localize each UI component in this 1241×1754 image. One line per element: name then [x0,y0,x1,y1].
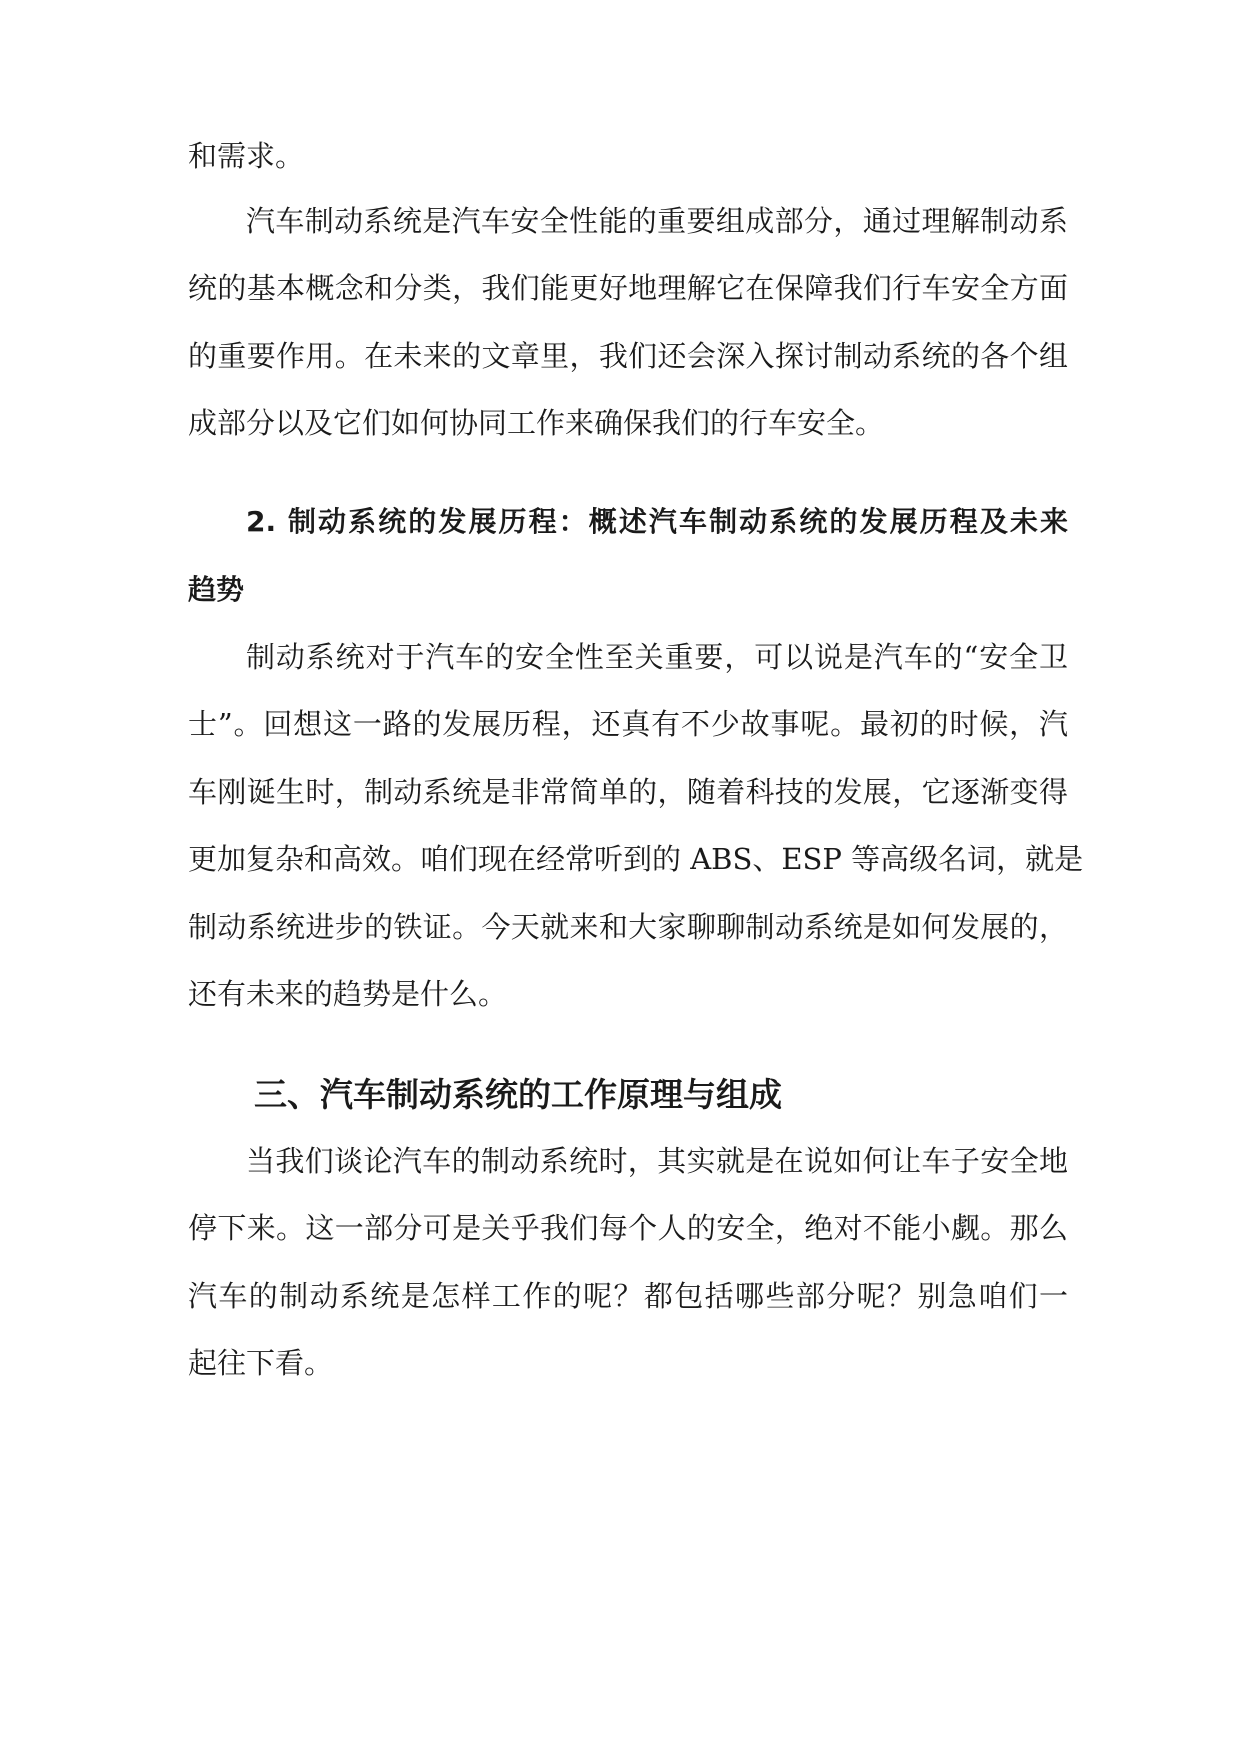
section-heading: 2. 制动系统的发展历程：概述汽车制动系统的发展历程及未来 [246,505,1068,538]
paragraph-line: 制动系统对于汽车的安全性至关重要，可以说是汽车的“安全卫 [246,640,1068,674]
paragraph-line: 起往下看。 [188,1346,334,1380]
paragraph-line: 汽车的制动系统是怎样工作的呢？都包括哪些部分呢？别急咱们一 [188,1279,1068,1313]
paragraph-line: 统的基本概念和分类，我们能更好地理解它在保障我们行车安全方面 [188,271,1068,305]
paragraph-line: 车刚诞生时，制动系统是非常简单的，随着科技的发展，它逐渐变得 [188,775,1068,809]
paragraph-line: 制动系统进步的铁证。今天就来和大家聊聊制动系统是如何发展的， [188,910,1068,944]
paragraph-line: 和需求。 [188,139,305,173]
section-heading: 趋势 [188,573,245,606]
paragraph-line: 停下来。这一部分可是关乎我们每个人的安全，绝对不能小觑。那么 [188,1211,1068,1245]
paragraph-line: 汽车制动系统是汽车安全性能的重要组成部分，通过理解制动系 [246,204,1068,238]
paragraph-line: 还有未来的趋势是什么。 [188,977,508,1011]
chapter-heading: 三、汽车制动系统的工作原理与组成 [254,1075,782,1114]
paragraph-line: 成部分以及它们如何协同工作来确保我们的行车安全。 [188,406,885,440]
paragraph-line: 更加复杂和高效。咱们现在经常听到的 ABS、ESP 等高级名词，就是 [188,842,1084,876]
paragraph-line: 士”。回想这一路的发展历程，还真有不少故事呢。最初的时候，汽 [188,707,1068,741]
paragraph-line: 的重要作用。在未来的文章里，我们还会深入探讨制动系统的各个组 [188,339,1068,373]
paragraph-line: 当我们谈论汽车的制动系统时，其实就是在说如何让车子安全地 [246,1144,1068,1178]
